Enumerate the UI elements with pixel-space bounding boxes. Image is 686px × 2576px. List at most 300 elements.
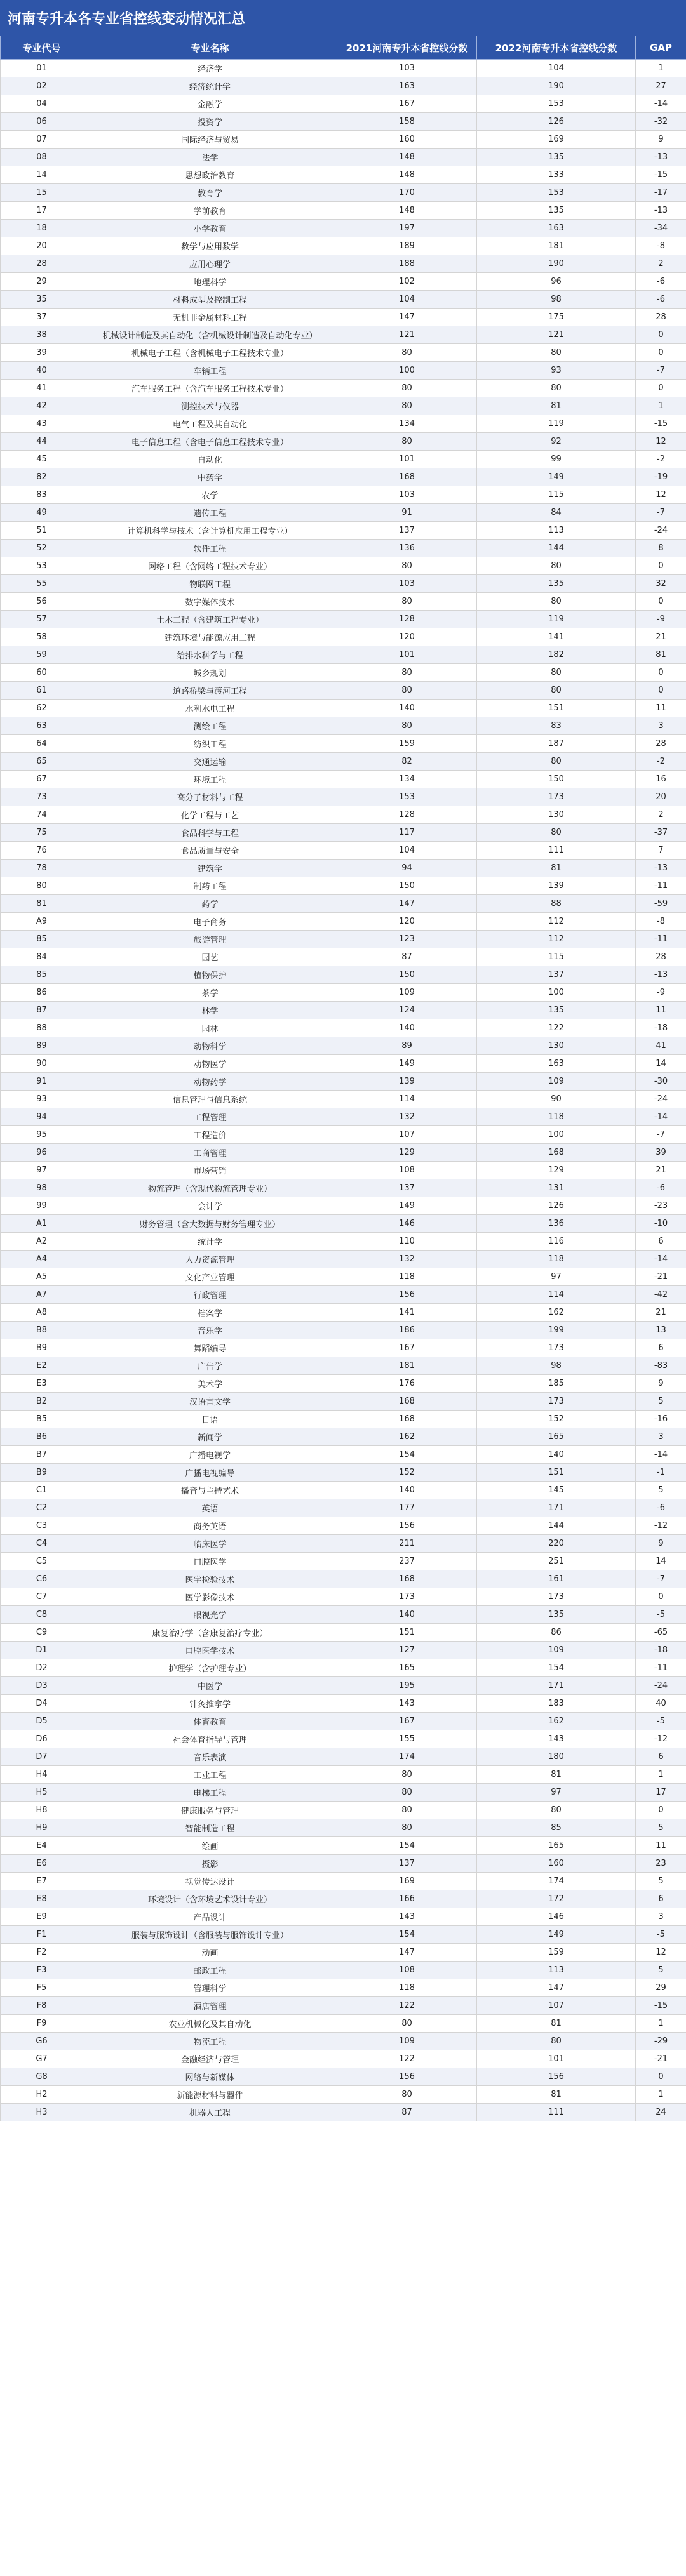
score-2022-cell: 112 — [477, 913, 636, 931]
score-2022-cell: 111 — [477, 842, 636, 860]
major-code-cell: 07 — [1, 131, 83, 149]
major-name-cell: 无机非金属材料工程 — [83, 309, 337, 326]
major-code-cell: 82 — [1, 468, 83, 486]
gap-cell: 6 — [636, 1748, 686, 1766]
table-row — [1, 1162, 686, 1179]
gap-cell: 20 — [636, 788, 686, 806]
major-name-cell: 数学与应用数学 — [83, 237, 337, 255]
gap-cell: 3 — [636, 717, 686, 735]
header-gap: GAP — [636, 36, 686, 60]
score-2022-cell: 130 — [477, 806, 636, 824]
major-code-cell: E3 — [1, 1375, 83, 1393]
major-name-cell: 建筑环境与能源应用工程 — [83, 628, 337, 646]
major-name-cell: 工程管理 — [83, 1108, 337, 1126]
major-code-cell: 86 — [1, 984, 83, 1002]
major-code-cell: 15 — [1, 184, 83, 202]
score-2022-cell: 135 — [477, 149, 636, 166]
table-row — [1, 1091, 686, 1108]
table-header-row — [1, 36, 686, 60]
score-2021-cell: 80 — [337, 664, 477, 682]
score-2022-cell: 98 — [477, 291, 636, 309]
score-2021-cell: 103 — [337, 60, 477, 77]
major-code-cell: C7 — [1, 1588, 83, 1606]
score-2021-cell: 168 — [337, 1570, 477, 1588]
major-code-cell: 78 — [1, 860, 83, 877]
score-2021-cell: 80 — [337, 1784, 477, 1802]
table-row — [1, 717, 686, 735]
gap-cell: 6 — [636, 1339, 686, 1357]
major-name-cell: 园林 — [83, 1019, 337, 1037]
score-2021-cell: 101 — [337, 646, 477, 664]
score-2021-cell: 181 — [337, 1357, 477, 1375]
score-2021-cell: 154 — [337, 1926, 477, 1944]
score-2022-cell: 181 — [477, 237, 636, 255]
major-name-cell: 计算机科学与技术（含计算机应用工程专业） — [83, 522, 337, 540]
gap-cell: 14 — [636, 1553, 686, 1570]
major-code-cell: 80 — [1, 877, 83, 895]
major-name-cell: 管理科学 — [83, 1979, 337, 1997]
major-name-cell: 物流管理（含现代物流管理专业） — [83, 1179, 337, 1197]
major-name-cell: 行政管理 — [83, 1286, 337, 1304]
score-2022-cell: 152 — [477, 1411, 636, 1428]
major-name-cell: 园艺 — [83, 948, 337, 966]
gap-cell: -2 — [636, 451, 686, 468]
score-2021-cell: 149 — [337, 1197, 477, 1215]
score-2022-cell: 90 — [477, 1091, 636, 1108]
major-code-cell: C5 — [1, 1553, 83, 1570]
major-name-cell: 服装与服饰设计（含服装与服饰设计专业） — [83, 1926, 337, 1944]
gap-cell: -11 — [636, 1659, 686, 1677]
score-2021-cell: 140 — [337, 1482, 477, 1499]
major-code-cell: E9 — [1, 1908, 83, 1926]
major-name-cell: 动物医学 — [83, 1055, 337, 1073]
score-2021-cell: 128 — [337, 806, 477, 824]
score-2021-cell: 159 — [337, 735, 477, 753]
major-name-cell: 人力资源管理 — [83, 1251, 337, 1268]
score-2021-cell: 165 — [337, 1659, 477, 1677]
major-code-cell: 81 — [1, 895, 83, 913]
major-code-cell: 91 — [1, 1073, 83, 1091]
gap-cell: -23 — [636, 1197, 686, 1215]
major-name-cell: 工商管理 — [83, 1144, 337, 1162]
table-row — [1, 1268, 686, 1286]
gap-cell: -8 — [636, 913, 686, 931]
score-2022-cell: 171 — [477, 1677, 636, 1695]
major-code-cell: D3 — [1, 1677, 83, 1695]
gap-cell: 0 — [636, 664, 686, 682]
major-code-cell: 58 — [1, 628, 83, 646]
major-name-cell: 绘画 — [83, 1837, 337, 1855]
table-row — [1, 344, 686, 362]
gap-cell: -5 — [636, 1606, 686, 1624]
table-row — [1, 1908, 686, 1926]
major-name-cell: 纺织工程 — [83, 735, 337, 753]
score-2022-cell: 187 — [477, 735, 636, 753]
major-name-cell: 林学 — [83, 1002, 337, 1019]
score-2022-cell: 109 — [477, 1642, 636, 1659]
score-2021-cell: 143 — [337, 1695, 477, 1713]
major-name-cell: 新闻学 — [83, 1428, 337, 1446]
score-2021-cell: 128 — [337, 611, 477, 628]
score-2022-cell: 101 — [477, 2050, 636, 2068]
gap-cell: -15 — [636, 1997, 686, 2015]
table-row — [1, 1108, 686, 1126]
score-2022-cell: 136 — [477, 1215, 636, 1233]
score-2021-cell: 148 — [337, 166, 477, 184]
gap-cell: -12 — [636, 1517, 686, 1535]
major-name-cell: 口腔医学 — [83, 1553, 337, 1570]
score-2021-cell: 174 — [337, 1748, 477, 1766]
score-2021-cell: 104 — [337, 842, 477, 860]
score-2022-cell: 85 — [477, 1819, 636, 1837]
major-name-cell: 广告学 — [83, 1357, 337, 1375]
major-code-cell: 67 — [1, 771, 83, 788]
table-row — [1, 1535, 686, 1553]
major-code-cell: C9 — [1, 1624, 83, 1642]
header-score-2022: 2022河南专升本省控线分数 — [477, 36, 636, 60]
score-2021-cell: 147 — [337, 895, 477, 913]
score-2021-cell: 176 — [337, 1375, 477, 1393]
score-2021-cell: 188 — [337, 255, 477, 273]
major-name-cell: 工程造价 — [83, 1126, 337, 1144]
gap-cell: -5 — [636, 1713, 686, 1730]
table-row — [1, 1073, 686, 1091]
gap-cell: 32 — [636, 575, 686, 593]
major-code-cell: 65 — [1, 753, 83, 771]
major-code-cell: A1 — [1, 1215, 83, 1233]
score-2022-cell: 143 — [477, 1730, 636, 1748]
table-row — [1, 77, 686, 95]
score-2021-cell: 124 — [337, 1002, 477, 1019]
major-name-cell: 给排水科学与工程 — [83, 646, 337, 664]
major-code-cell: 06 — [1, 113, 83, 131]
table-row — [1, 1606, 686, 1624]
table-row — [1, 913, 686, 931]
major-name-cell: 网络与新媒体 — [83, 2068, 337, 2086]
major-code-cell: C4 — [1, 1535, 83, 1553]
major-name-cell: 临床医学 — [83, 1535, 337, 1553]
major-code-cell: 56 — [1, 593, 83, 611]
gap-cell: -14 — [636, 1446, 686, 1464]
gap-cell: 39 — [636, 1144, 686, 1162]
major-name-cell: 学前教育 — [83, 202, 337, 220]
major-code-cell: C3 — [1, 1517, 83, 1535]
score-2021-cell: 132 — [337, 1108, 477, 1126]
score-2021-cell: 137 — [337, 522, 477, 540]
score-2021-cell: 137 — [337, 1179, 477, 1197]
major-name-cell: 护理学（含护理专业） — [83, 1659, 337, 1677]
score-2022-cell: 130 — [477, 1037, 636, 1055]
major-name-cell: 市场营销 — [83, 1162, 337, 1179]
score-2022-cell: 104 — [477, 60, 636, 77]
major-name-cell: 测控技术与仪器 — [83, 397, 337, 415]
header-major-code: 专业代号 — [1, 36, 83, 60]
score-2021-cell: 148 — [337, 149, 477, 166]
major-code-cell: 90 — [1, 1055, 83, 1073]
major-code-cell: H2 — [1, 2086, 83, 2104]
major-name-cell: 法学 — [83, 149, 337, 166]
score-2022-cell: 180 — [477, 1748, 636, 1766]
major-code-cell: G7 — [1, 2050, 83, 2068]
score-2022-cell: 151 — [477, 1464, 636, 1482]
gap-cell: 0 — [636, 1588, 686, 1606]
score-2022-cell: 126 — [477, 1197, 636, 1215]
score-2021-cell: 140 — [337, 700, 477, 717]
score-2021-cell: 141 — [337, 1304, 477, 1322]
gap-cell: 1 — [636, 2086, 686, 2104]
score-2022-cell: 144 — [477, 540, 636, 557]
major-code-cell: E2 — [1, 1357, 83, 1375]
score-2021-cell: 136 — [337, 540, 477, 557]
major-code-cell: F9 — [1, 2015, 83, 2033]
major-code-cell: 83 — [1, 486, 83, 504]
major-name-cell: 水利水电工程 — [83, 700, 337, 717]
table-row — [1, 771, 686, 788]
major-code-cell: 52 — [1, 540, 83, 557]
major-code-cell: C2 — [1, 1499, 83, 1517]
major-code-cell: G8 — [1, 2068, 83, 2086]
table-row — [1, 824, 686, 842]
gap-cell: -6 — [636, 273, 686, 291]
major-name-cell: 环境设计（含环境艺术设计专业） — [83, 1890, 337, 1908]
score-2021-cell: 156 — [337, 2068, 477, 2086]
major-name-cell: 旅游管理 — [83, 931, 337, 948]
score-2022-cell: 162 — [477, 1304, 636, 1322]
table-row — [1, 1855, 686, 1873]
major-name-cell: 药学 — [83, 895, 337, 913]
gap-cell: 12 — [636, 1944, 686, 1962]
score-2022-cell: 119 — [477, 415, 636, 433]
gap-cell: -17 — [636, 184, 686, 202]
major-code-cell: 96 — [1, 1144, 83, 1162]
score-2021-cell: 108 — [337, 1162, 477, 1179]
table-row — [1, 1926, 686, 1944]
major-name-cell: 医学影像技术 — [83, 1588, 337, 1606]
major-name-cell: 数字媒体技术 — [83, 593, 337, 611]
major-name-cell: 物联网工程 — [83, 575, 337, 593]
table-row — [1, 1126, 686, 1144]
score-2022-cell: 80 — [477, 557, 636, 575]
score-2022-cell: 220 — [477, 1535, 636, 1553]
score-2021-cell: 167 — [337, 95, 477, 113]
score-2022-cell: 165 — [477, 1428, 636, 1446]
gap-cell: -42 — [636, 1286, 686, 1304]
table-row — [1, 682, 686, 700]
score-2022-cell: 126 — [477, 113, 636, 131]
score-2021-cell: 156 — [337, 1286, 477, 1304]
major-name-cell: 社会体育指导与管理 — [83, 1730, 337, 1748]
table-row — [1, 611, 686, 628]
table-row — [1, 948, 686, 966]
score-2022-cell: 171 — [477, 1499, 636, 1517]
gap-cell: -13 — [636, 202, 686, 220]
table-row — [1, 1730, 686, 1748]
table-row — [1, 131, 686, 149]
table-row — [1, 1019, 686, 1037]
major-name-cell: 财务管理（含大数据与财务管理专业） — [83, 1215, 337, 1233]
score-2021-cell: 170 — [337, 184, 477, 202]
major-name-cell: 统计学 — [83, 1233, 337, 1251]
score-2022-cell: 97 — [477, 1268, 636, 1286]
score-2022-cell: 149 — [477, 468, 636, 486]
gap-cell: 5 — [636, 1393, 686, 1411]
gap-cell: 28 — [636, 309, 686, 326]
score-2022-cell: 162 — [477, 1713, 636, 1730]
score-2022-cell: 182 — [477, 646, 636, 664]
score-2021-cell: 80 — [337, 2086, 477, 2104]
score-2022-cell: 199 — [477, 1322, 636, 1339]
table-row — [1, 1802, 686, 1819]
gap-cell: 40 — [636, 1695, 686, 1713]
score-2022-cell: 154 — [477, 1659, 636, 1677]
score-2022-cell: 115 — [477, 486, 636, 504]
major-code-cell: B9 — [1, 1464, 83, 1482]
score-2022-cell: 86 — [477, 1624, 636, 1642]
table-row — [1, 415, 686, 433]
score-2022-cell: 147 — [477, 1979, 636, 1997]
gap-cell: 41 — [636, 1037, 686, 1055]
score-2021-cell: 168 — [337, 468, 477, 486]
score-2022-cell: 93 — [477, 362, 636, 380]
score-2022-cell: 81 — [477, 1766, 636, 1784]
major-code-cell: 95 — [1, 1126, 83, 1144]
major-code-cell: 75 — [1, 824, 83, 842]
table-row — [1, 522, 686, 540]
table-row — [1, 1588, 686, 1606]
major-code-cell: 89 — [1, 1037, 83, 1055]
major-code-cell: 88 — [1, 1019, 83, 1037]
major-code-cell: 41 — [1, 380, 83, 397]
major-code-cell: G6 — [1, 2033, 83, 2050]
score-2021-cell: 173 — [337, 1588, 477, 1606]
gap-cell: 5 — [636, 1962, 686, 1979]
score-2022-cell: 129 — [477, 1162, 636, 1179]
gap-cell: 7 — [636, 842, 686, 860]
major-name-cell: 针灸推拿学 — [83, 1695, 337, 1713]
major-name-cell: 口腔医学技术 — [83, 1642, 337, 1659]
table-row — [1, 2104, 686, 2121]
table-row — [1, 1944, 686, 1962]
score-2022-cell: 119 — [477, 611, 636, 628]
score-2022-cell: 173 — [477, 1339, 636, 1357]
major-code-cell: 93 — [1, 1091, 83, 1108]
score-2021-cell: 120 — [337, 628, 477, 646]
score-2021-cell: 89 — [337, 1037, 477, 1055]
gap-cell: 1 — [636, 397, 686, 415]
gap-cell: -5 — [636, 1926, 686, 1944]
score-2021-cell: 122 — [337, 2050, 477, 2068]
major-code-cell: 85 — [1, 931, 83, 948]
major-name-cell: 文化产业管理 — [83, 1268, 337, 1286]
table-row — [1, 1304, 686, 1322]
score-2022-cell: 168 — [477, 1144, 636, 1162]
gap-cell: -13 — [636, 149, 686, 166]
major-code-cell: 42 — [1, 397, 83, 415]
table-row — [1, 1144, 686, 1162]
table-row — [1, 202, 686, 220]
major-code-cell: 45 — [1, 451, 83, 468]
gap-cell: -8 — [636, 237, 686, 255]
major-code-cell: C6 — [1, 1570, 83, 1588]
table-row — [1, 788, 686, 806]
table-row — [1, 540, 686, 557]
table-row — [1, 433, 686, 451]
gap-cell: 1 — [636, 2015, 686, 2033]
gap-cell: -2 — [636, 753, 686, 771]
gap-cell: 6 — [636, 1233, 686, 1251]
gap-cell: 21 — [636, 1162, 686, 1179]
gap-cell: -59 — [636, 895, 686, 913]
score-2022-cell: 80 — [477, 2033, 636, 2050]
table-row — [1, 628, 686, 646]
major-code-cell: 08 — [1, 149, 83, 166]
table-row — [1, 806, 686, 824]
table-row — [1, 1997, 686, 2015]
gap-cell: 16 — [636, 771, 686, 788]
major-name-cell: 机械电子工程（含机械电子工程技术专业） — [83, 344, 337, 362]
score-2021-cell: 129 — [337, 1144, 477, 1162]
gap-cell: -7 — [636, 504, 686, 522]
score-2021-cell: 127 — [337, 1642, 477, 1659]
gap-cell: -24 — [636, 1091, 686, 1108]
score-2021-cell: 80 — [337, 1766, 477, 1784]
major-code-cell: E4 — [1, 1837, 83, 1855]
major-name-cell: 信息管理与信息系统 — [83, 1091, 337, 1108]
major-name-cell: 酒店管理 — [83, 1997, 337, 2015]
major-name-cell: 播音与主持艺术 — [83, 1482, 337, 1499]
major-code-cell: 14 — [1, 166, 83, 184]
score-2022-cell: 140 — [477, 1446, 636, 1464]
score-2021-cell: 140 — [337, 1606, 477, 1624]
gap-cell: 11 — [636, 700, 686, 717]
score-2021-cell: 211 — [337, 1535, 477, 1553]
major-name-cell: 道路桥梁与渡河工程 — [83, 682, 337, 700]
score-2022-cell: 81 — [477, 2015, 636, 2033]
major-name-cell: 美术学 — [83, 1375, 337, 1393]
major-name-cell: 测绘工程 — [83, 717, 337, 735]
score-2022-cell: 81 — [477, 397, 636, 415]
table-row — [1, 1464, 686, 1482]
score-2022-cell: 172 — [477, 1890, 636, 1908]
gap-cell: 14 — [636, 1055, 686, 1073]
gap-cell: 21 — [636, 628, 686, 646]
table-row — [1, 1819, 686, 1837]
major-code-cell: 60 — [1, 664, 83, 682]
header-major-name: 专业名称 — [83, 36, 337, 60]
major-name-cell: 经济学 — [83, 60, 337, 77]
table-row — [1, 1055, 686, 1073]
gap-cell: 13 — [636, 1322, 686, 1339]
gap-cell: 0 — [636, 1802, 686, 1819]
major-code-cell: H3 — [1, 2104, 83, 2121]
table-row — [1, 1375, 686, 1393]
major-code-cell: A7 — [1, 1286, 83, 1304]
score-2021-cell: 167 — [337, 1713, 477, 1730]
major-code-cell: D7 — [1, 1748, 83, 1766]
major-code-cell: 53 — [1, 557, 83, 575]
major-name-cell: 金融经济与管理 — [83, 2050, 337, 2068]
major-code-cell: F2 — [1, 1944, 83, 1962]
gap-cell: 3 — [636, 1908, 686, 1926]
major-code-cell: A2 — [1, 1233, 83, 1251]
gap-cell: -9 — [636, 611, 686, 628]
score-2021-cell: 80 — [337, 433, 477, 451]
gap-cell: 24 — [636, 2104, 686, 2121]
score-2021-cell: 186 — [337, 1322, 477, 1339]
score-2021-cell: 143 — [337, 1908, 477, 1926]
table-row — [1, 1570, 686, 1588]
table-row — [1, 1784, 686, 1802]
